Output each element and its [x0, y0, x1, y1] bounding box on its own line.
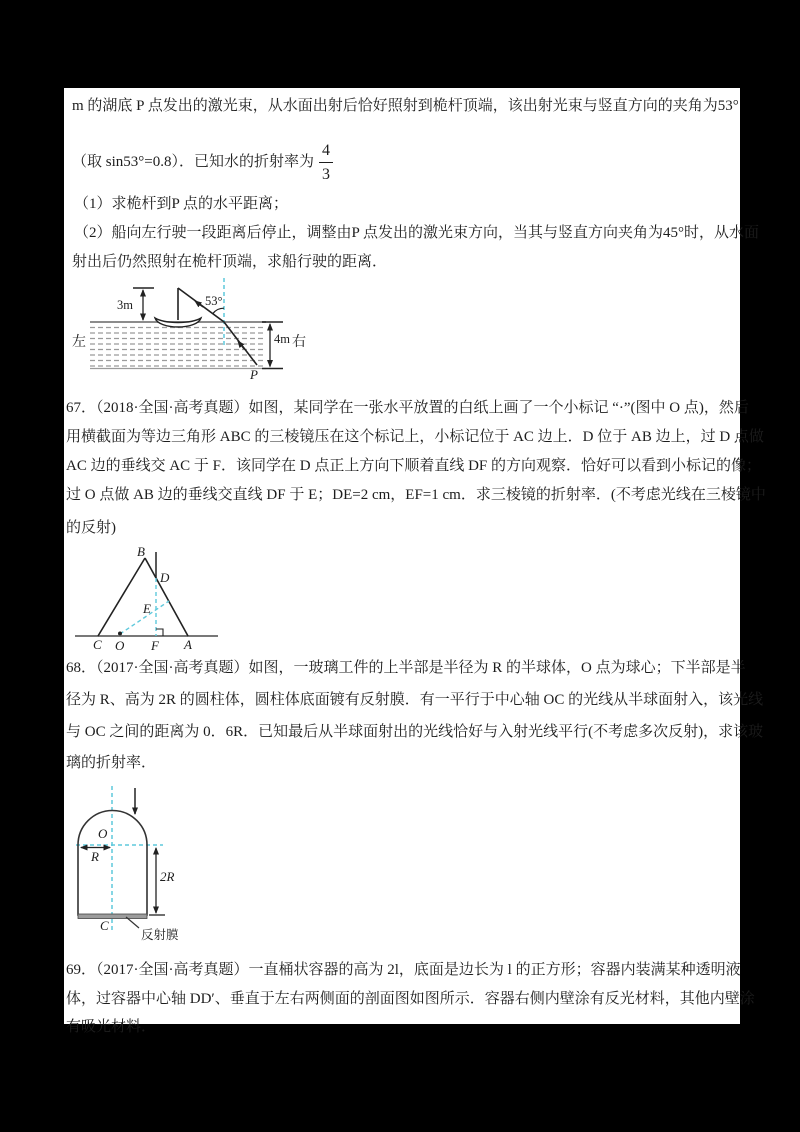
- document-page: [64, 88, 766, 1035]
- depth-label: 4m: [274, 332, 290, 346]
- q68-line-2: 径为 R、高为 2R 的圆柱体，圆柱体底面镀有反射膜．有一平行于中心轴 OC 的光线从半球面射入，该光线: [66, 692, 764, 708]
- q67-line-5: 的反射): [66, 520, 116, 536]
- label-e: E: [143, 601, 151, 616]
- point-p-label: P: [250, 367, 258, 382]
- intro-item-2-line-1: （2）船向左行驶一段距离后停止，调整由P 点发出的激光束方向，当其与竖直方向夹角为45°时，从水面: [74, 225, 760, 241]
- intro-line-2-prefix: （取 sin53°=0.8）．已知水的折射率为: [72, 154, 314, 170]
- label-height-2r: 2R: [160, 869, 175, 884]
- label-f: F: [151, 638, 159, 653]
- q68-line-3: 与 OC 之间的距离为 0．6R．已知最后从半球面射出的光线恰好与入射光线平行(不考虑多次反射)，求该玻: [66, 724, 764, 740]
- intro-item-2-line-2: 射出后仍然照射在桅杆顶端，求船行驶的距离．: [72, 254, 388, 270]
- water-dashes: [90, 328, 266, 367]
- q67-line-2: 用横截面为等边三角形 ABC 的三棱镜压在这个标记上，小标记位于 AC 边上．D 位于 AB 边上，过 D 点做: [66, 429, 764, 445]
- right-angle-mark: [156, 629, 163, 636]
- fraction-denominator: 3: [321, 165, 330, 183]
- right-label: 右: [292, 335, 306, 350]
- q67-line-4: 过 O 点做 AB 边的垂线交直线 DF 于 E；DE=2 cm，EF=1 cm．求三棱镜的折射率．(不考虑光线在三棱镜中: [66, 487, 766, 503]
- q69-line-2: 体，过容器中心轴 DD′、垂直于左右两侧面的剖面图如图所示．容器右侧内壁涂有反光材料，其他内壁涂: [66, 991, 755, 1007]
- q67-line-1: 67．（2018·全国·高考真题）如图，某同学在一张水平放置的白纸上画了一个小标记 “·”(图中 O 点)，然后: [66, 400, 749, 416]
- q68-line-4: 璃的折射率．: [66, 755, 157, 771]
- film-label: 反射膜: [141, 928, 179, 942]
- label-a: A: [184, 637, 192, 652]
- boat-lake-diagram: [70, 276, 320, 384]
- label-o: O: [115, 638, 125, 653]
- q68-line-1: 68．（2017·全国·高考真题）如图，一玻璃工件的上半部是半径为 R 的半球体，O 点为球心；下半部是半: [66, 660, 746, 676]
- edge-cb: [98, 558, 145, 636]
- mast-height-label: 3m: [117, 298, 133, 312]
- prism-diagram: [70, 542, 230, 654]
- label-center-o: O: [98, 826, 108, 841]
- mark-dot: [118, 632, 122, 636]
- label-b: B: [137, 544, 145, 559]
- q69-line-3-partial: 有吸光材料．: [66, 1019, 157, 1035]
- reflective-film: [78, 914, 147, 919]
- intro-line-1: m 的湖底 P 点发出的激光束，从水面出射后恰好照射到桅杆顶端，该出射光束与竖直方向的夹角为53°: [72, 98, 739, 114]
- intro-item-1: （1）求桅杆到P 点的水平距离；: [74, 196, 289, 212]
- ray-arrow-water: [238, 341, 244, 349]
- label-c: C: [93, 637, 102, 652]
- label-radius-r: R: [91, 849, 99, 864]
- intro-line-2: [72, 138, 333, 186]
- fraction-numerator: 4: [319, 140, 333, 163]
- q69-line-1: 69．（2017·全国·高考真题）一直桶状容器的高为 2l，底面是边长为 l 的正方形；容器内装满某种透明液: [66, 962, 741, 978]
- label-bottom-c: C: [100, 918, 109, 933]
- angle-arc: [213, 308, 224, 313]
- q67-line-3: AC 边的垂线交 AC 于 F．该同学在 D 点正上方向下顺着直线 DF 的方向观察．恰好可以看到小标记的像；: [66, 458, 762, 474]
- fraction-four-thirds: [319, 140, 333, 185]
- ray-arrow-air: [195, 301, 203, 307]
- label-d: D: [160, 570, 170, 585]
- glass-workpiece-diagram: [70, 786, 205, 946]
- exit-angle-label: 53°: [205, 294, 223, 308]
- left-label: 左: [72, 335, 86, 350]
